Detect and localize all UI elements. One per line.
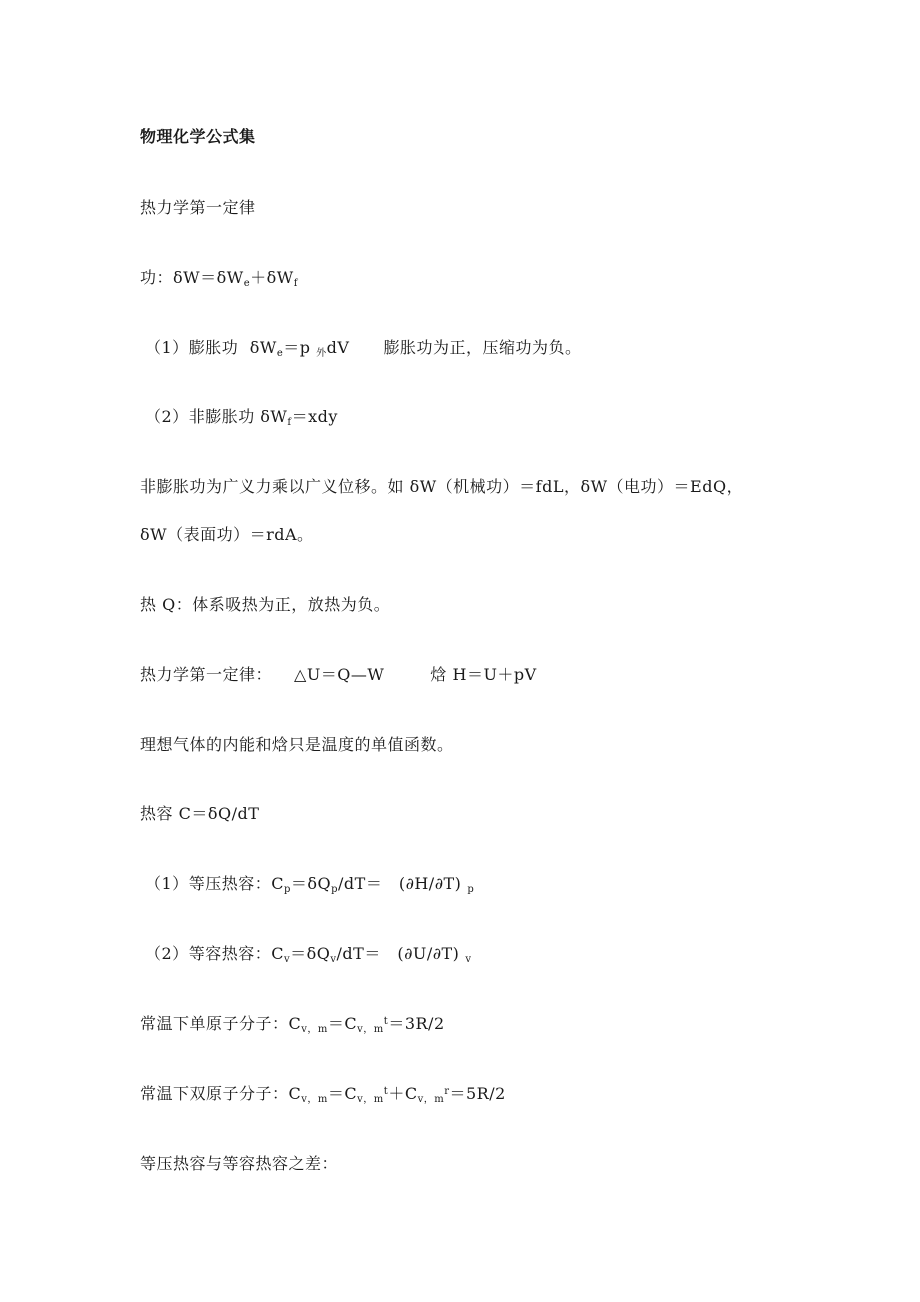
subscript: p (283, 884, 291, 895)
formula-part: δW (249, 338, 277, 357)
work-label: 功： (140, 268, 174, 287)
subscript: 外 (316, 348, 327, 359)
superscript: t (383, 1016, 389, 1027)
formula-part: ＝δQ (290, 874, 332, 893)
item-label: 非膨胀功 (188, 407, 255, 426)
work-formula (140, 267, 298, 289)
paragraph: δW（表面功）＝rdA。 (140, 525, 314, 544)
subscript: v，m (301, 1094, 328, 1105)
doc-title: 物理化学公式集 (140, 127, 256, 146)
enthalpy-label: 焓 (430, 665, 447, 684)
subscript: e (276, 348, 284, 359)
subscript: e (243, 278, 251, 289)
subscript: p (331, 884, 339, 895)
subscript: v，m (357, 1094, 384, 1105)
item-number: （1） (145, 338, 189, 357)
formula-part: ＝5R/2 (449, 1084, 506, 1103)
subscript: v，m (301, 1024, 328, 1035)
formula-part: C (271, 874, 284, 893)
expansion-work-line (145, 337, 581, 359)
heat-capacity-def: 热容 C＝δQ/dT (140, 804, 260, 823)
subscript: v (330, 954, 337, 965)
formula-part: C (288, 1014, 302, 1033)
first-law-line (140, 664, 537, 686)
item-label: 等压热容： (188, 874, 272, 893)
formula-part: δW (260, 407, 288, 426)
cv-line (145, 943, 472, 965)
ideal-gas-note: 理想气体的内能和焓只是温度的单值函数。 (140, 735, 454, 754)
formula-part: /dT＝ (∂U/∂T) (336, 944, 460, 963)
monatomic-line (140, 1013, 445, 1035)
formula-part: C (288, 1084, 302, 1103)
section-heading: 热力学第一定律 (140, 198, 256, 217)
item-number: （1） (145, 874, 189, 893)
item-label: 常温下单原子分子： (140, 1014, 289, 1033)
law-equation: △U＝Q—W (294, 665, 385, 684)
formula-part: ＝δQ (290, 944, 331, 963)
subscript: p (467, 884, 475, 895)
item-label: 膨胀功 (188, 338, 239, 357)
paragraph: 非膨胀功为广义力乘以广义位移。如 δW（机械功）＝fdL，δW（电功）＝EdQ， (140, 477, 744, 496)
cp-line (145, 873, 474, 895)
formula-part: ＝xdy (291, 407, 338, 426)
subscript: v (283, 954, 291, 965)
non-expansion-work-line (145, 406, 338, 428)
item-number: （2） (145, 944, 189, 963)
superscript: t (383, 1086, 389, 1097)
formula-part: /dT＝ (∂H/∂T) (338, 874, 462, 893)
formula-part: ＝p (283, 338, 311, 357)
work-formula-part: δW＝δW (173, 268, 244, 287)
enthalpy-equation: H＝U＋pV (452, 665, 537, 684)
subscript: v，m (417, 1094, 445, 1105)
subscript: v (465, 954, 472, 965)
subscript: v，m (357, 1024, 384, 1035)
item-label: 等容热容： (188, 944, 272, 963)
formula-part: ＝C (327, 1084, 358, 1103)
law-label: 热力学第一定律： (140, 665, 273, 684)
formula-part: dV (326, 338, 350, 357)
work-formula-part: ＋δW (250, 268, 294, 287)
subscript: f (287, 417, 292, 428)
diatomic-line (140, 1083, 506, 1105)
formula-part: ＝C (327, 1014, 358, 1033)
cp-cv-difference-heading: 等压热容与等容热容之差： (140, 1154, 339, 1173)
formula-part: ＋C (388, 1084, 418, 1103)
heat-definition: 热 Q：体系吸热为正，放热为负。 (140, 595, 391, 614)
item-note: 膨胀功为正，压缩功为负。 (383, 338, 582, 357)
formula-part: C (271, 944, 284, 963)
item-label: 常温下双原子分子： (140, 1084, 289, 1103)
item-number: （2） (145, 407, 189, 426)
formula-part: ＝3R/2 (388, 1014, 445, 1033)
superscript: r (444, 1086, 450, 1097)
subscript: f (293, 278, 298, 289)
